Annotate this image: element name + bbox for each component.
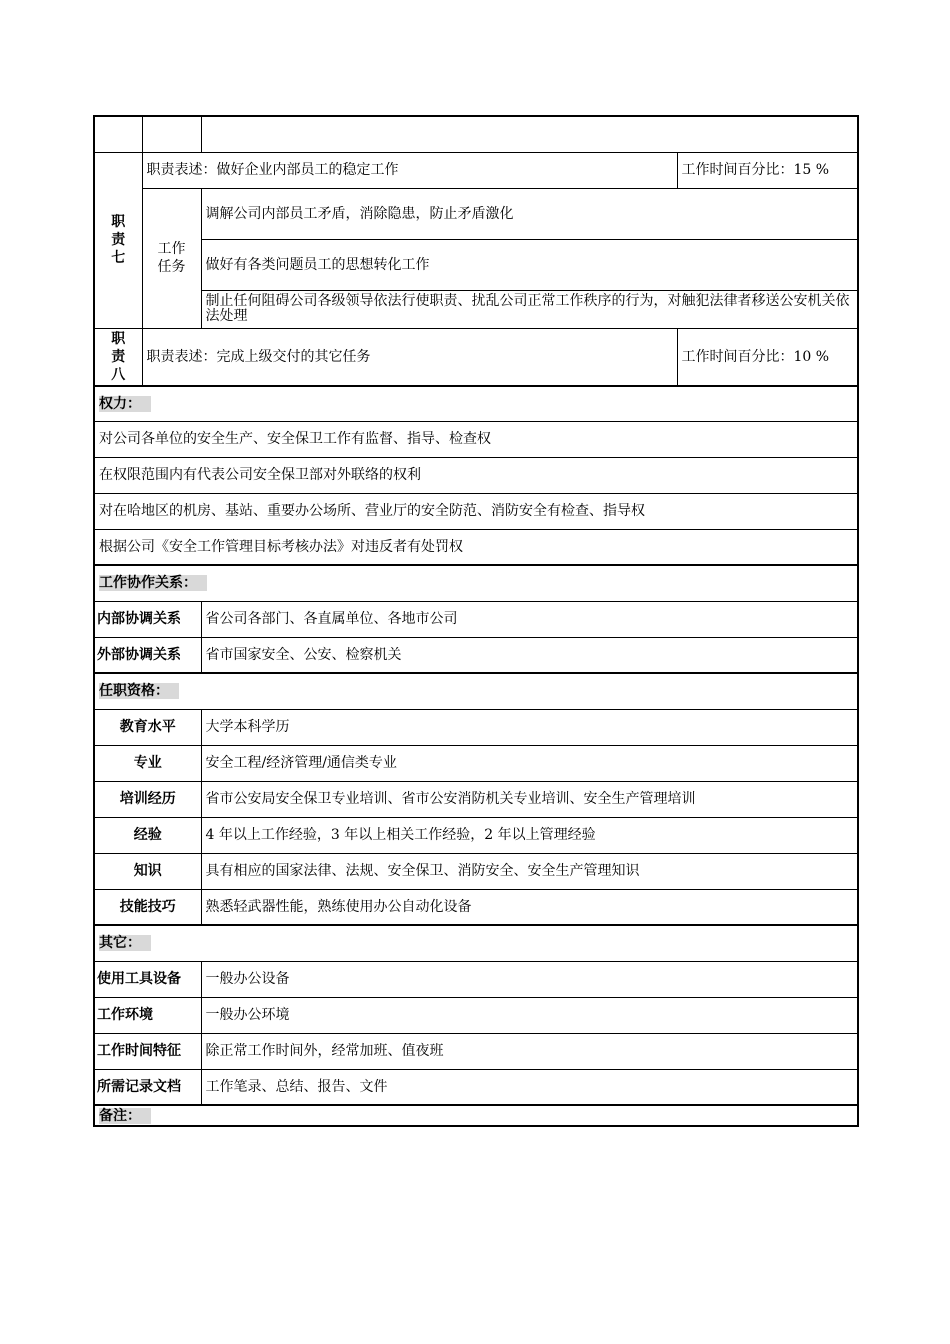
- duty7-task-3: 制止任何阻碍公司各级领导依法行使职责、扰乱公司正常工作秩序的行为，对触犯法律者移送公安机关依法处理: [201, 290, 858, 328]
- remarks-row: [94, 1105, 858, 1126]
- other-row: [94, 1069, 858, 1105]
- duty8-label: [94, 328, 142, 386]
- duty7-task-1: 调解公司内部员工矛盾，消除隐患，防止矛盾激化: [201, 188, 858, 239]
- duty7-label: [94, 152, 142, 328]
- duty7-tasks-label: [142, 188, 201, 328]
- qualification-value-education: 大学本科学历: [201, 709, 858, 745]
- authority-item-4: 根据公司《安全工作管理目标考核办法》对违反者有处罚权: [94, 529, 858, 565]
- other-label-environment: 工作环境: [94, 997, 201, 1033]
- qualification-label-major: 专业: [94, 745, 201, 781]
- qualification-value-skills: 熟悉轻武器性能，熟练使用办公自动化设备: [201, 889, 858, 925]
- blank-row: [94, 116, 858, 152]
- other-row: [94, 997, 858, 1033]
- cooperation-label-external: 外部协调关系: [94, 637, 201, 673]
- other-row: [94, 1033, 858, 1069]
- authority-row: [94, 493, 858, 529]
- qualification-label-knowledge: 知识: [94, 853, 201, 889]
- duty7-task-row: [94, 239, 858, 290]
- cooperation-header: [94, 565, 858, 601]
- duty7-percent: 工作时间百分比：15 %: [677, 152, 858, 188]
- authority-item-1: 对公司各单位的安全生产、安全保卫工作有监督、指导、检查权: [94, 421, 858, 457]
- blank-cell: [142, 116, 201, 152]
- duty7-task-row: [94, 188, 858, 239]
- authority-title: 权力：: [99, 396, 151, 412]
- other-label-documents: 所需记录文档: [94, 1069, 201, 1105]
- authority-row: [94, 457, 858, 493]
- qualification-label-skills: 技能技巧: [94, 889, 201, 925]
- qualification-label-education: 教育水平: [94, 709, 201, 745]
- duty8-row: [94, 328, 858, 386]
- other-value-hours: 除正常工作时间外，经常加班、值夜班: [201, 1033, 858, 1069]
- authority-item-3: 对在哈地区的机房、基站、重要办公场所、营业厅的安全防范、消防安全有检查、指导权: [94, 493, 858, 529]
- qualification-row: [94, 817, 858, 853]
- duty7-description-row: [94, 152, 858, 188]
- remarks-title: 备注：: [99, 1108, 151, 1124]
- other-header: [94, 925, 858, 961]
- cooperation-row: [94, 637, 858, 673]
- other-row: [94, 961, 858, 997]
- cooperation-value-internal: 省公司各部门、各直属单位、各地市公司: [201, 601, 858, 637]
- remarks-header: [94, 1105, 858, 1126]
- qualification-label-experience: 经验: [94, 817, 201, 853]
- other-value-environment: 一般办公环境: [201, 997, 858, 1033]
- cooperation-header-row: [94, 565, 858, 601]
- cooperation-value-external: 省市国家安全、公安、检察机关: [201, 637, 858, 673]
- authority-row: [94, 421, 858, 457]
- authority-header: [94, 386, 858, 421]
- qualification-value-training: 省市公安局安全保卫专业培训、省市公安消防机关专业培训、安全生产管理培训: [201, 781, 858, 817]
- job-description-table: [93, 115, 859, 1127]
- qualification-row: [94, 781, 858, 817]
- other-title: 其它：: [99, 935, 151, 951]
- qualification-row: [94, 889, 858, 925]
- cooperation-label-internal: 内部协调关系: [94, 601, 201, 637]
- duty7-description: 职责表述：做好企业内部员工的稳定工作: [142, 152, 677, 188]
- qualification-row: [94, 745, 858, 781]
- other-label-hours: 工作时间特征: [94, 1033, 201, 1069]
- duty7-task-row: [94, 290, 858, 328]
- other-label-tools: 使用工具设备: [94, 961, 201, 997]
- authority-item-2: 在权限范围内有代表公司安全保卫部对外联络的权利: [94, 457, 858, 493]
- qualification-row: [94, 709, 858, 745]
- blank-cell: [201, 116, 858, 152]
- cooperation-row: [94, 601, 858, 637]
- job-description-sheet: [93, 115, 857, 1127]
- qualification-title: 任职资格：: [99, 683, 179, 699]
- authority-row: [94, 529, 858, 565]
- qualification-label-training: 培训经历: [94, 781, 201, 817]
- duty7-tasks-label-text: 工作任务: [157, 241, 186, 275]
- other-value-tools: 一般办公设备: [201, 961, 858, 997]
- qualification-value-major: 安全工程/经济管理/通信类专业: [201, 745, 858, 781]
- duty7-label-text: 职责七: [111, 214, 126, 266]
- duty7-task-2: 做好有各类问题员工的思想转化工作: [201, 239, 858, 290]
- other-header-row: [94, 925, 858, 961]
- duty8-percent: 工作时间百分比：10 %: [677, 328, 858, 386]
- cooperation-title: 工作协作关系：: [99, 575, 207, 591]
- qualification-value-experience: 4 年以上工作经验，3 年以上相关工作经验，2 年以上管理经验: [201, 817, 858, 853]
- blank-cell: [94, 116, 142, 152]
- qualification-header: [94, 673, 858, 709]
- qualification-header-row: [94, 673, 858, 709]
- duty8-label-text: 职责八: [111, 330, 126, 383]
- qualification-row: [94, 853, 858, 889]
- authority-header-row: [94, 386, 858, 421]
- other-value-documents: 工作笔录、总结、报告、文件: [201, 1069, 858, 1105]
- qualification-value-knowledge: 具有相应的国家法律、法规、安全保卫、消防安全、安全生产管理知识: [201, 853, 858, 889]
- duty8-description: 职责表述：完成上级交付的其它任务: [142, 328, 677, 386]
